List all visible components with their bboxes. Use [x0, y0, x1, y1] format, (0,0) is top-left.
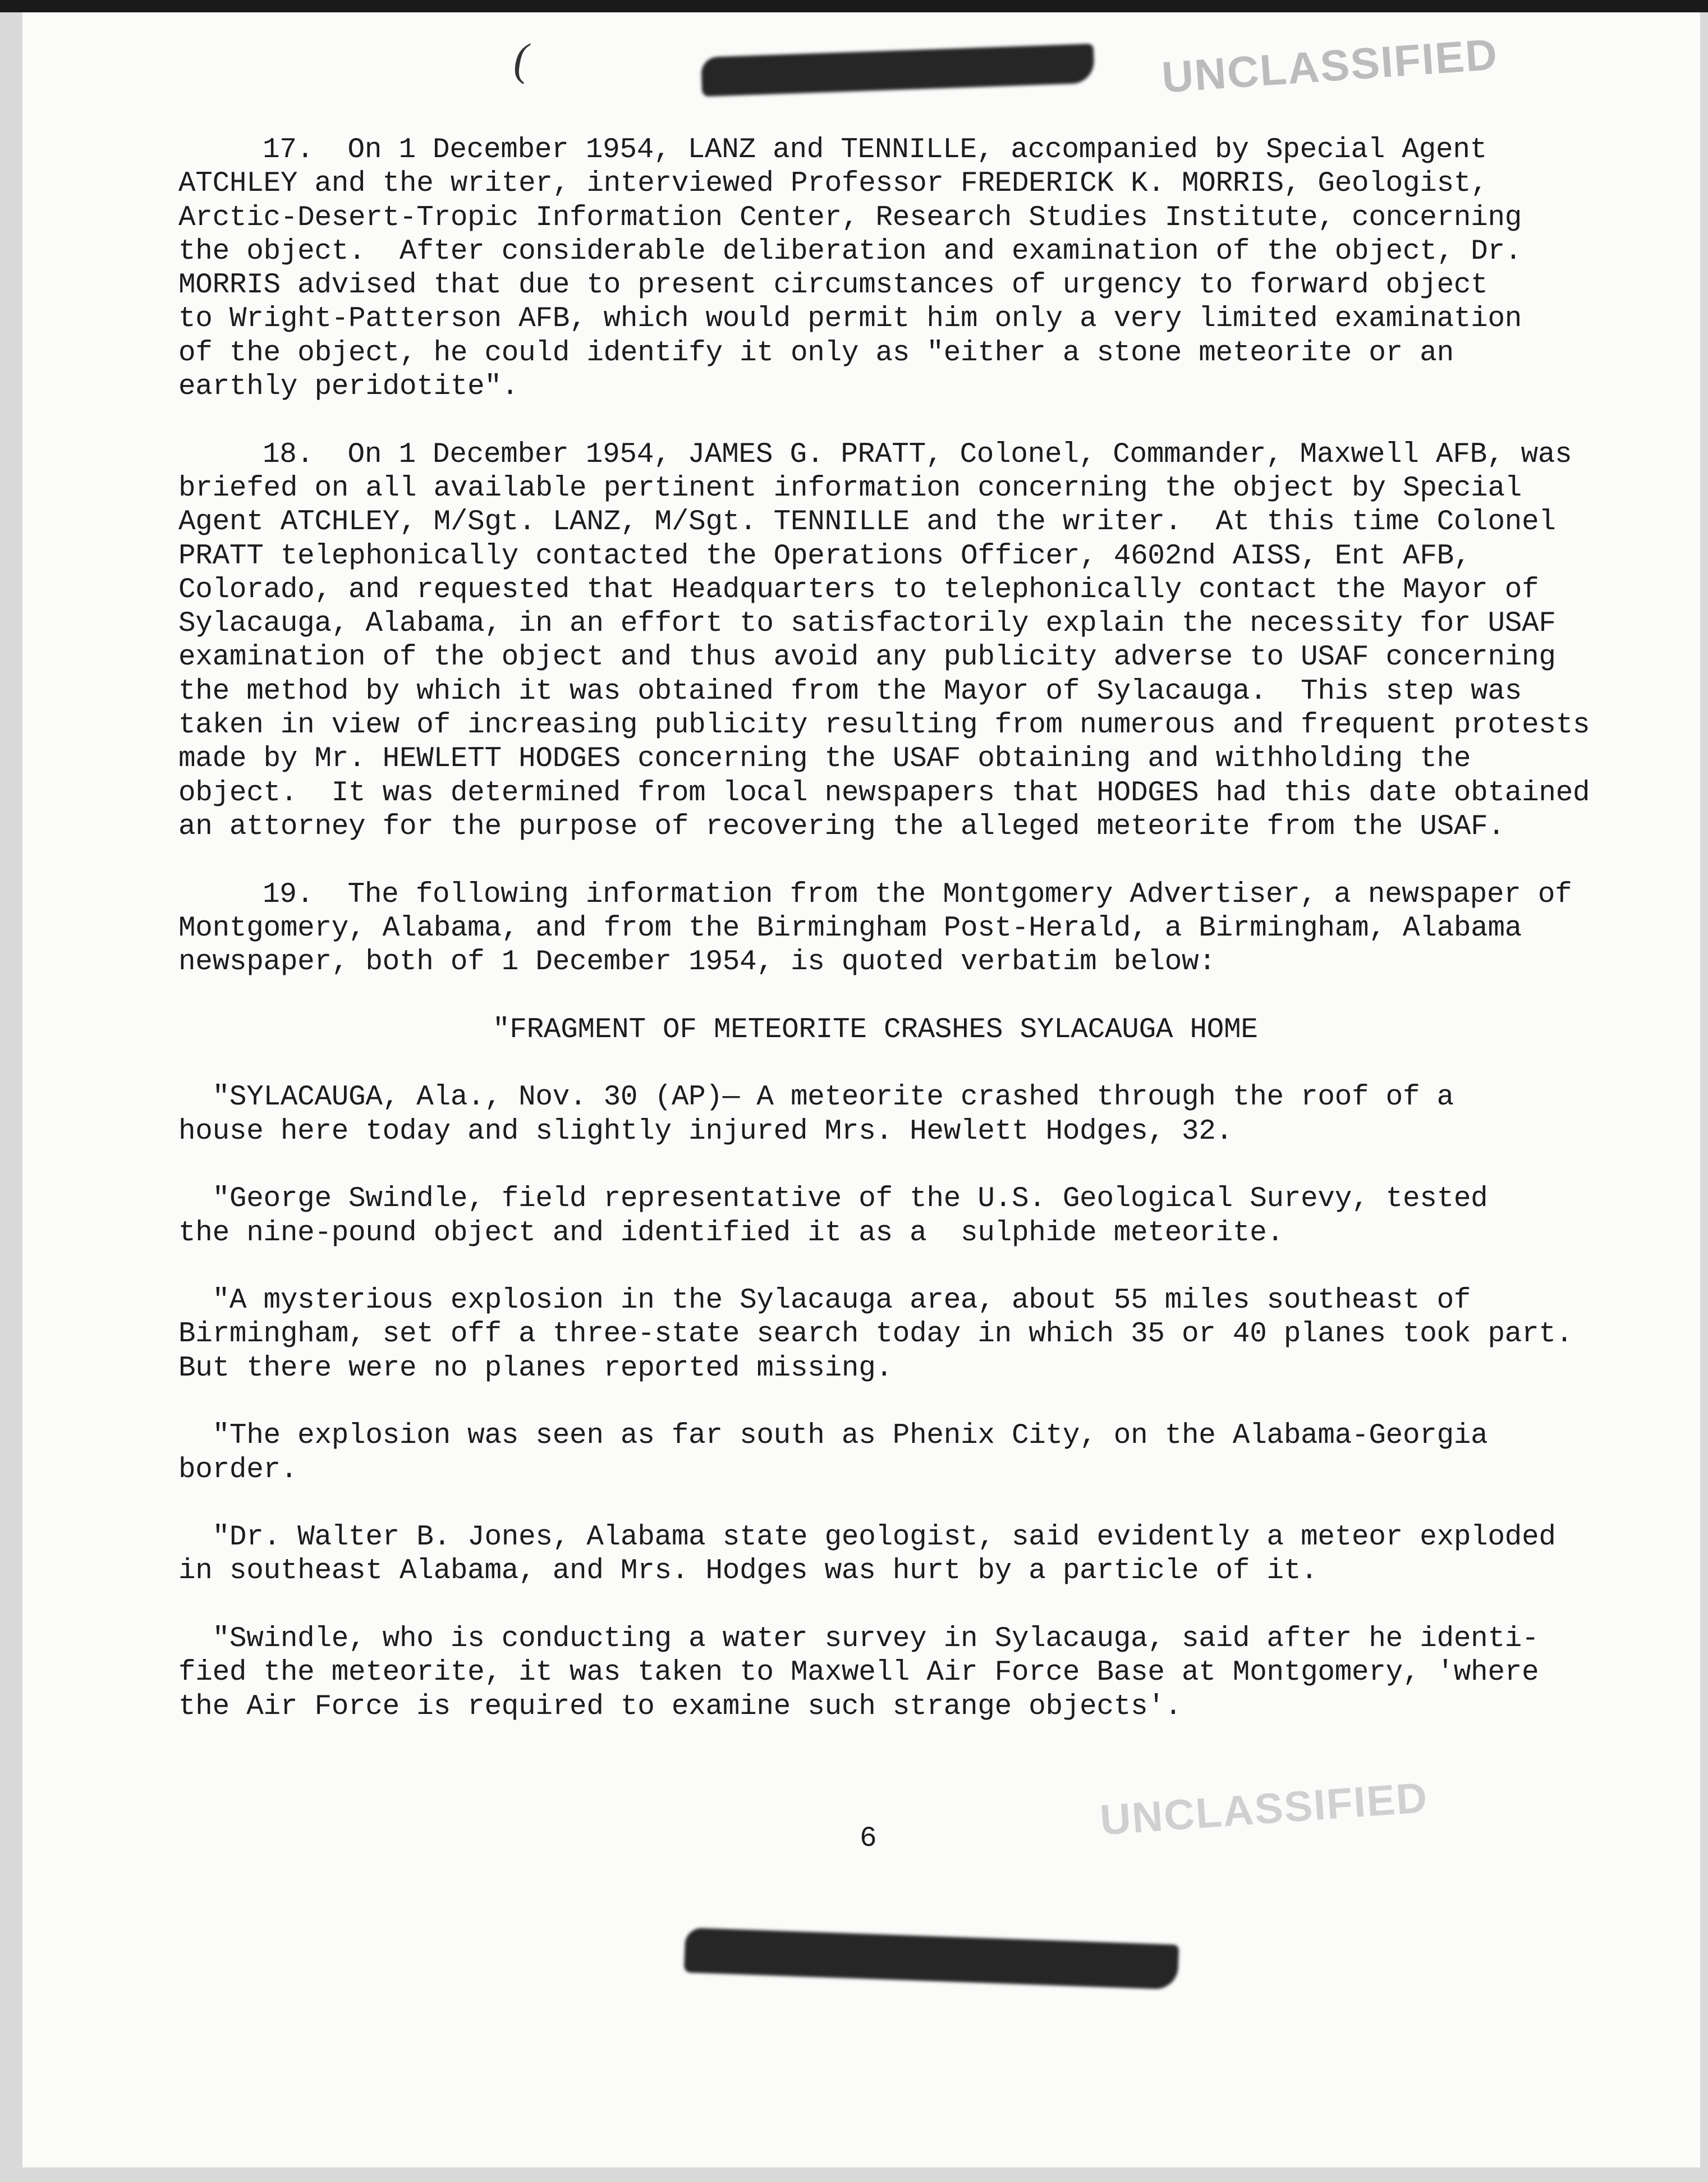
handwritten-mark: (	[513, 35, 529, 85]
quoted-paragraph	[178, 1521, 1637, 1589]
text-line: Montgomery, Alabama, and from the Birmingham Post-Herald, a Birmingham, Alabama	[178, 912, 1522, 945]
quoted-paragraph	[178, 1419, 1637, 1487]
text-line: newspaper, both of 1 December 1954, is quoted verbatim below:	[178, 946, 1216, 979]
text-line: the nine-pound object and identified it as a sulphide meteorite.	[178, 1217, 1284, 1249]
text-line: of the object, he could identify it only as "either a stone meteorite or an	[178, 337, 1454, 369]
text-line: "SYLACAUGA, Ala., Nov. 30 (AP)— A meteorite crashed through the roof of a	[178, 1081, 1454, 1114]
scan-border	[0, 0, 1708, 12]
quoted-paragraph	[178, 1182, 1637, 1250]
text-line: object. It was determined from local newspapers that HODGES had this date obtained	[178, 777, 1590, 809]
quoted-paragraph	[178, 1622, 1637, 1724]
text-line: border.	[178, 1454, 298, 1486]
classification-stamp-bottom: UNCLASSIFIED	[1098, 1773, 1430, 1845]
text-line: the method by which it was obtained from the Mayor of Sylacauga. This step was	[178, 675, 1522, 708]
text-line: Arctic-Desert-Tropic Information Center, Research Studies Institute, concerning	[178, 201, 1522, 234]
text-line: 17. On 1 December 1954, LANZ and TENNILLE, accompanied by Special Agent	[263, 134, 1487, 166]
text-line: "George Swindle, field representative of the U.S. Geological Surevy, tested	[178, 1183, 1488, 1216]
quoted-paragraph	[178, 1284, 1637, 1386]
text-line: the object. After considerable deliberation and examination of the object, Dr.	[178, 235, 1522, 268]
text-line: to Wright-Patterson AFB, which would permit him only a very limited examination	[178, 303, 1522, 336]
text-line: Agent ATCHLEY, M/Sgt. LANZ, M/Sgt. TENNILLE and the writer. At this time Colonel	[178, 506, 1556, 539]
text-line: But there were no planes reported missing.	[178, 1352, 893, 1385]
classification-stamp-top: UNCLASSIFIED	[1160, 29, 1500, 102]
numbered-paragraph	[178, 438, 1637, 845]
text-line: Colorado, and requested that Headquarters to telephonically contact the Mayor of	[178, 574, 1539, 606]
text-line: earthly peridotite".	[178, 371, 519, 404]
text-line: fied the meteorite, it was taken to Maxwell Air Force Base at Montgomery, 'where	[178, 1657, 1539, 1689]
text-line: an attorney for the purpose of recovering the alleged meteorite from the USAF.	[178, 810, 1505, 843]
text-line: "The explosion was seen as far south as Phenix City, on the Alabama-Georgia	[178, 1420, 1488, 1452]
text-line: house here today and slightly injured Mrs. Hewlett Hodges, 32.	[178, 1115, 1233, 1148]
text-line: taken in view of increasing publicity resulting from numerous and frequent protests	[178, 709, 1590, 742]
text-line: ATCHLEY and the writer, interviewed Professor FREDERICK K. MORRIS, Geologist,	[178, 168, 1488, 200]
text-line: "A mysterious explosion in the Sylacauga area, about 55 miles southeast of	[178, 1285, 1471, 1317]
text-line: briefed on all available pertinent information concerning the object by Special	[178, 472, 1522, 505]
text-line: Sylacauga, Alabama, in an effort to satisfactorily explain the necessity for USAF	[178, 608, 1556, 640]
text-line: the Air Force is required to examine such strange objects'.	[178, 1690, 1182, 1723]
page-number: 6	[860, 1823, 877, 1855]
text-line: "Swindle, who is conducting a water survey in Sylacauga, said after he identi-	[178, 1623, 1539, 1656]
numbered-paragraph	[178, 878, 1637, 980]
text-line: PRATT telephonically contacted the Operations Officer, 4602nd AISS, Ent AFB,	[178, 540, 1471, 572]
text-line: examination of the object and thus avoid any publicity adverse to USAF concerning	[178, 641, 1556, 674]
document-body	[178, 134, 1637, 1758]
text-line: 18. On 1 December 1954, JAMES G. PRATT, Colonel, Commander, Maxwell AFB, was	[263, 438, 1572, 471]
quote-heading: "FRAGMENT OF METEORITE CRASHES SYLACAUGA HOME	[493, 1014, 1258, 1046]
text-line: Birmingham, set off a three-state search today in which 35 or 40 planes took part.	[178, 1318, 1573, 1351]
text-line: MORRIS advised that due to present circumstances of urgency to forward object	[178, 269, 1488, 302]
text-line: in southeast Alabama, and Mrs. Hodges was hurt by a particle of it.	[178, 1555, 1318, 1588]
text-line: "Dr. Walter B. Jones, Alabama state geologist, said evidently a meteor exploded	[178, 1521, 1556, 1554]
text-line: made by Mr. HEWLETT HODGES concerning the USAF obtaining and withholding the	[178, 743, 1471, 776]
text-line: 19. The following information from the Montgomery Advertiser, a newspaper of	[263, 878, 1572, 911]
numbered-paragraph	[178, 134, 1637, 404]
quoted-paragraph	[178, 1081, 1637, 1149]
